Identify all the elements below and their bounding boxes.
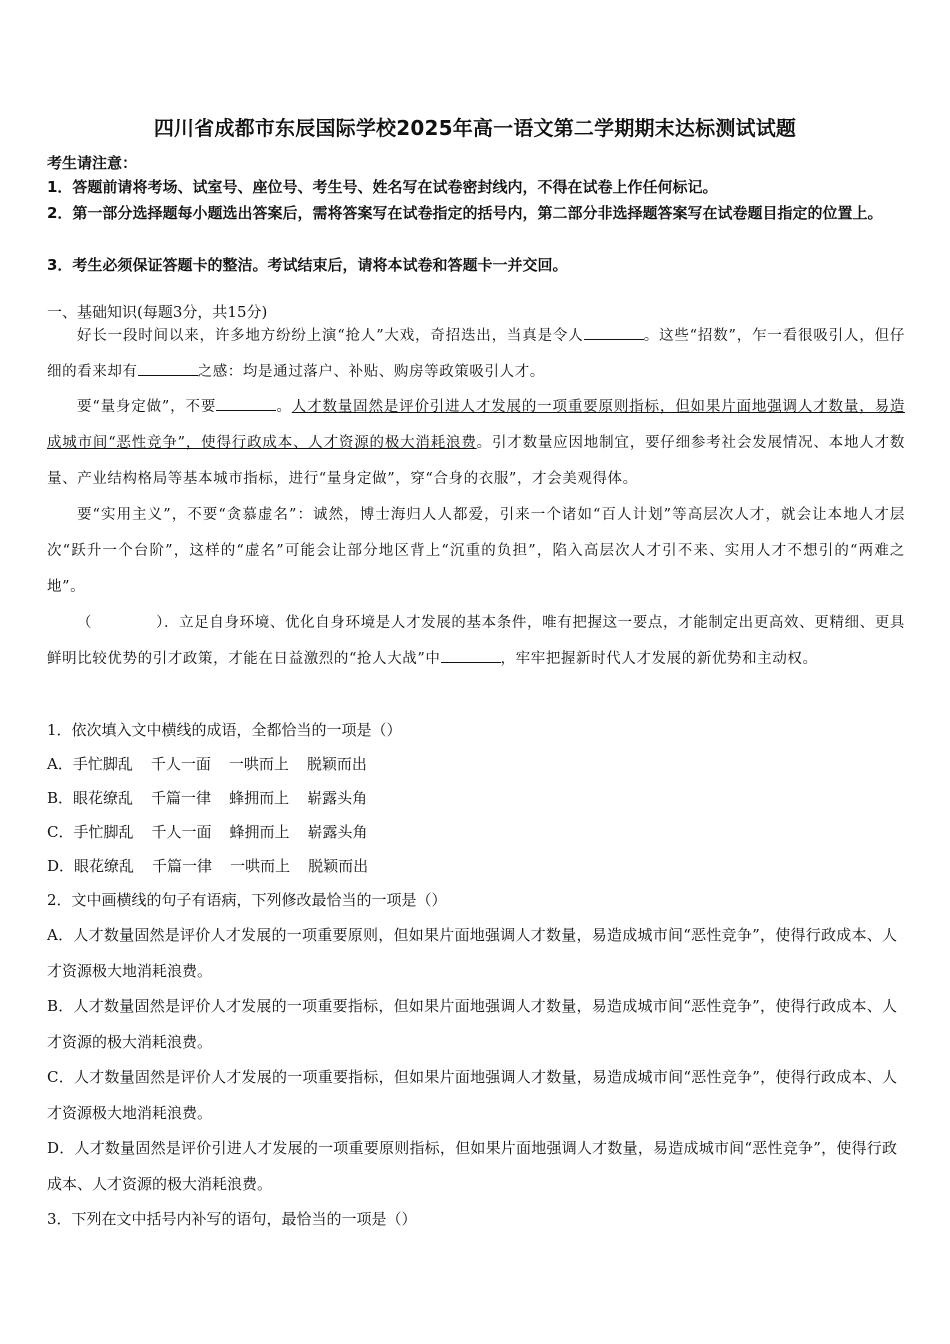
q2-option-b[interactable]: B．人才数量固然是评价人才发展的一项重要指标，但如果片面地强调人才数量，易造成城市间“恶性竞争”，使得行政成本、人才资源的极大消耗浪费。 (47, 997, 897, 1051)
passage-paragraph-3: 要“实用主义”，不要“贪慕虚名”：诚然，博士海归人人都爱，引来一个诸如“百人计划”等高层次人才，就会让本地人才层次“跃升一个台阶”，这样的“虚名”可能会让部分地区背上“沉重的负担”，陷入高层次人才引不来、实用人才不想引的“两难之地”。 (47, 507, 905, 595)
passage-text: ）．立足自身环境、优化自身环境是人才发展的基本条件，唯有把握这一要点，才能制定出更高效、更精细、更具鲜明比较优势的引才政策，才能在日益激烈的“抢人大战”中 (47, 615, 905, 667)
passage-text: （ (77, 615, 93, 631)
passage-text: 要“量身定做”，不要 (77, 399, 217, 415)
passage-paragraph-2 (47, 389, 905, 497)
passage-text: 好长一段时间以来，许多地方纷纷上演“抢人”大戏，奇招迭出，当真是令人 (77, 328, 584, 344)
question-1-stem: 1．依次填入文中横线的成语，全都恰当的一项是（） (47, 721, 402, 739)
option-label: C． (47, 823, 74, 841)
q1-option-d[interactable] (47, 849, 905, 883)
option-label: A． (47, 755, 73, 773)
passage-text: 。 (276, 399, 292, 415)
option-word: 一哄而上 (230, 857, 291, 875)
option-word: 脱颖而出 (306, 755, 367, 773)
passage-text: 。这些“招数”，乍一看很吸引人，但仔细的看来却有 (47, 328, 905, 380)
passage-text: 。引才数量应因地制宜，要仔细参考社会发展情况、本地人才数量、产业结构格局等基本城市指标，进行“量身定做”，穿“合身的衣服”，才会美观得体。 (47, 435, 905, 487)
passage-paragraph-1 (47, 318, 905, 390)
option-word: 蜂拥而上 (229, 823, 290, 841)
passage-text: 之感：均是通过落户、补贴、购房等政策吸引人才。 (197, 364, 545, 380)
option-word: 眼花缭乱 (74, 857, 135, 875)
option-word: 手忙脚乱 (73, 823, 134, 841)
option-word: 一哄而上 (228, 755, 289, 773)
fill-blank (138, 361, 198, 376)
q1-option-c[interactable] (47, 815, 905, 849)
option-word: 千人一面 (150, 755, 211, 773)
q1-option-b[interactable] (47, 781, 905, 815)
passage-text: ，牢牢把握新时代人才发展的新优势和主动权。 (500, 651, 818, 667)
option-label: B． (47, 789, 74, 807)
q2-option-c[interactable]: C．人才数量固然是评价人才发展的一项重要指标，但如果片面地强调人才数量，易造成城市间“恶性竞争”，使得行政成本、人才资源极大地消耗浪费。 (47, 1068, 897, 1122)
notice-item: 1．答题前请将考场、试室号、座位号、考生号、姓名写在试卷密封线内，不得在试卷上作任何标记。 (47, 178, 718, 196)
section-title: 一、基础知识(每题3分，共15分) (47, 303, 268, 321)
q2-option-d[interactable]: D．人才数量固然是评价引进人才发展的一项重要原则指标，但如果片面地强调人才数量，易造成城市间“恶性竞争”，使得行政成本、人才资源的极大消耗浪费。 (47, 1139, 897, 1193)
option-word: 千篇一律 (152, 857, 213, 875)
fill-blank (216, 396, 276, 411)
option-word: 脱颖而出 (308, 857, 369, 875)
question-3-stem: 3．下列在文中括号内补写的语句，最恰当的一项是（） (47, 1210, 417, 1228)
notice-heading: 考生请注意： (47, 154, 138, 172)
option-label: D． (47, 857, 75, 875)
passage-paragraph-4 (47, 605, 905, 677)
underlined-sentence: 人才数量固然是评价引进人才发展的一项重要原则指标，但如果片面地强调人才数量，易造成城市间“恶性竞争”，使得行政成本、人才资源的极大消耗浪费 (47, 399, 906, 451)
option-word: 手忙脚乱 (72, 755, 133, 773)
q1-option-a[interactable] (47, 747, 905, 781)
option-word: 蜂拥而上 (229, 789, 290, 807)
notice-item: 2．第一部分选择题每小题选出答案后，需将答案写在试卷指定的括号内，第二部分非选择题答案写在试卷题目指定的位置上。 (47, 204, 883, 222)
option-word: 千人一面 (151, 823, 212, 841)
option-word: 眼花缭乱 (73, 789, 134, 807)
page-title: 四川省成都市东辰国际学校2025年高一语文第二学期期末达标测试试题 (153, 116, 797, 140)
fill-blank (441, 648, 501, 663)
notice-item: 3．考生必须保证答题卡的整洁。考试结束后，请将本试卷和答题卡一并交回。 (47, 256, 568, 274)
q2-option-a[interactable]: A．人才数量固然是评价人才发展的一项重要原则，但如果片面地强调人才数量，易造成城市间“恶性竞争”，使得行政成本、人才资源极大地消耗浪费。 (47, 926, 897, 980)
option-word: 崭露头角 (307, 789, 368, 807)
option-word: 千篇一律 (151, 789, 212, 807)
option-word: 崭露头角 (307, 823, 368, 841)
question-2-stem: 2．文中画横线的句子有语病，下列修改最恰当的一项是（） (47, 891, 447, 909)
fill-blank (584, 325, 644, 340)
